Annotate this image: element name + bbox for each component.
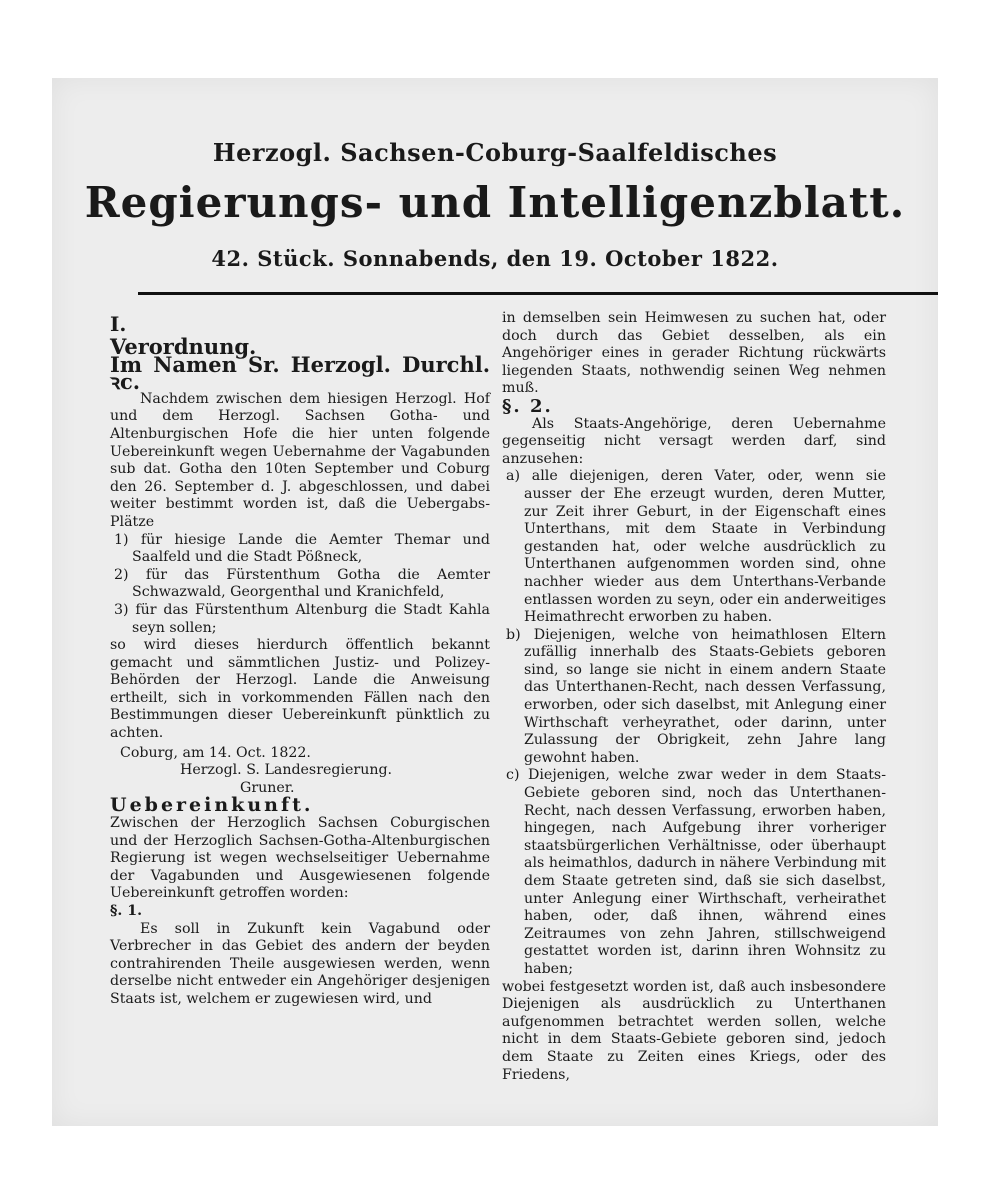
masthead-issue-line: 42. Stück. Sonnabends, den 19. October 1822. <box>211 246 779 271</box>
invocation: Im Namen Sr. Herzogl. Durchl. ꝛc. <box>110 351 490 395</box>
list-item: 3) für das Fürstenthum Altenburg die Stadt Kahla seyn sollen; <box>114 601 490 636</box>
continuation-text: in demselben sein Heimwesen zu suchen hat, oder doch durch das Gebiet desselben, als ein Angehöriger eines in gerader Richtung rückwärts liegenden Staats, nothwendig seinen Weg nehmen muß. <box>502 310 886 397</box>
signature-date: Coburg, am 14. Oct. 1822. <box>120 744 311 761</box>
paragraph-2-intro: Als Staats-Angehörige, deren Uebernahme gegenseitig nicht versagt werden darf, sind anzusehen: <box>502 415 886 467</box>
masthead-top: Herzogl. Sachsen-Coburg-Saalfeldisches <box>212 138 778 167</box>
list-item: a) alle diejenigen, deren Vater, oder, wenn sie ausser der Ehe erzeugt wurden, deren Mutter, zur Zeit ihrer Geburt, in der Eigenschaft eines Unterthans, mit dem Staate in Verbindung gestanden hat, oder welche ausdrücklich zu Unterthanen aufgenommen worden sind, ohne nachher wieder aus dem Unterthans-Verbande entlassen worden zu seyn, oder ein anderweitiges Heimathrecht erworben zu haben. <box>506 468 886 626</box>
signature-name: Gruner. <box>240 779 295 796</box>
signature-authority: Herzogl. S. Landesregierung. <box>180 762 393 779</box>
list-item: c) Diejenigen, welche zwar weder in dem Staats-Gebiete geboren sind, noch das Unterthanen-Recht, nach dessen Verfassung, erworben haben, hingegen, nach Aufgebung ihrer vorheriger staatsbürgerlichen Verhältnisse, oder überhaupt als heimathlos, dadurch in nähere Verbindung mit dem Staate getreten sind, daß sie sich daselbst, unter Anlegung einer Wirthschaft, verheirathet haben, oder, daß ihnen, während eines Zeitraumes von zehn Jahren, stillschweigend gestattet worden ist, darinn ihren Wohnsitz zu haben; <box>506 767 886 977</box>
paragraph-heading-2: §. 2. <box>502 395 553 417</box>
closing-text: wobei festgesetzt worden ist, daß auch insbesondere Diejenigen als ausdrücklich zu Unterthanen aufgenommen betrachtet werden sollen, welche nicht in dem Staats-Gebiete geboren sind, jedoch dem Staate zu Zeiten eines Kriegs, oder des Friedens, <box>502 978 886 1083</box>
list-item: 2) für das Fürstenthum Gotha die Aemter Schwazwald, Georgenthal und Kranichfeld, <box>114 566 490 601</box>
paragraph-1-text: Es soll in Zukunft kein Vagabund oder Verbrecher in das Gebiet des andern der beyden contrahirenden Theile ausgewiesen werden, wenn derselbe nicht entweder ein Angehöriger desjenigen Staats ist, welchem er zugewiesen wird, und <box>110 920 490 1007</box>
section-number: I. <box>110 312 127 336</box>
list-item: 1) für hiesige Lande die Aemter Themar und Saalfeld und die Stadt Pößneck, <box>114 531 490 566</box>
section-title: Verordnung. <box>110 334 257 359</box>
ordinance-conclusion: so wird dieses hierdurch öffentlich bekannt gemacht und sämmtlichen Justiz- und Polizey-Behörden der Herzogl. Lande die Anweisung ertheilt, sich in vorkommenden Fällen nach den Bestimmungen dieser Uebereinkunft pünktlich zu achten. <box>110 637 490 742</box>
masthead-title: Regierungs- und Intelligenzblatt. <box>84 178 906 227</box>
left-column <box>110 310 490 1009</box>
paragraph-heading-1: §. 1. <box>110 903 143 919</box>
masthead-rule <box>138 292 938 295</box>
agreement-intro: Zwischen der Herzoglich Sachsen Coburgischen und der Herzoglich Sachsen-Gotha-Altenburgischen Regierung ist wegen wechselseitiger Uebernahme der Vagabunden und Ausgewiesenen folgende Uebereinkunft getroffen worden: <box>110 815 490 902</box>
newspaper-page <box>52 78 938 1126</box>
right-column <box>502 310 886 1084</box>
list-item: b) Diejenigen, welche von heimathlosen Eltern zufällig innerhalb des Staats-Gebiets geboren sind, so lange sie nicht in einem andern Staate das Unterthanen-Recht, nach dessen Verfassung, erworben, oder sich daselbst, mit Anlegung einer Wirthschaft verheyrathet, oder darinn, unter Zulassung der Obrigkeit, zehn Jahre lang gewohnt haben. <box>506 626 886 766</box>
agreement-title: Uebereinkunft. <box>110 794 314 817</box>
ordinance-intro: Nachdem zwischen dem hiesigen Herzogl. Hof und dem Herzogl. Sachsen Gotha- und Altenburgischen Hofe die hier unten folgende Uebereinkunft wegen Uebernahme der Vagabunden sub dat. Gotha den 10ten September und Coburg den 26. September d. J. abgeschlossen, und dabei weiter bestimmt worden ist, daß die Uebergabs-Plätze <box>110 390 490 530</box>
